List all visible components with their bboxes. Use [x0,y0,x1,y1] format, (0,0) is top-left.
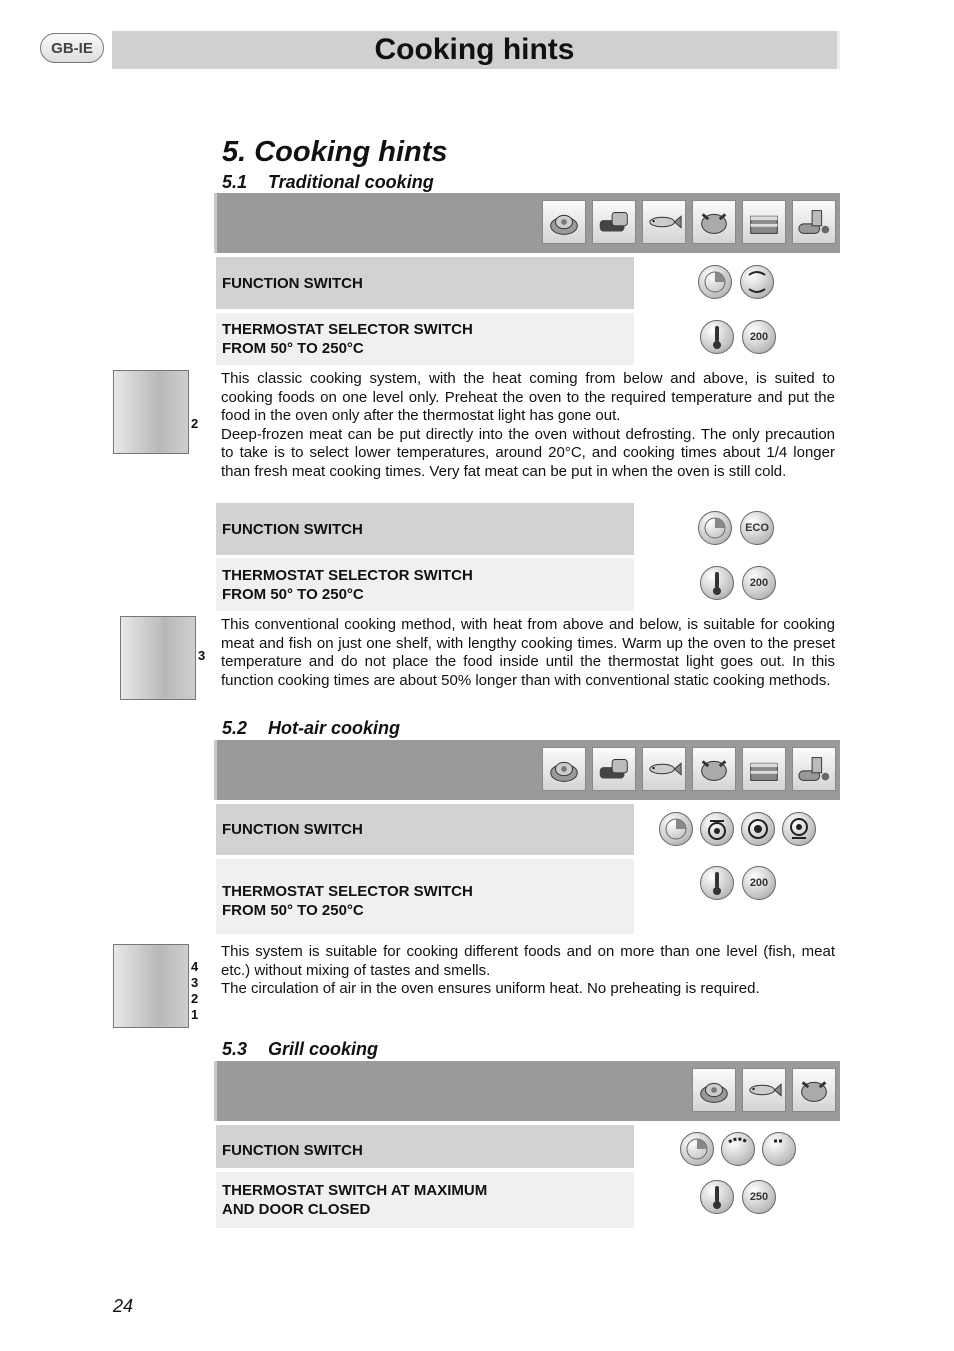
roast-icon [692,1068,736,1112]
paragraph: This system is suitable for cooking different foods and on more than one level (fish, meat etc.) without mixing of tastes and smells. [221,943,835,979]
function-switch-row [216,257,634,309]
bread-icon [592,200,636,244]
food-icon-bar-hot-air [214,740,840,800]
function-knob-icon [680,1132,714,1166]
food-icon-bar-traditional [214,193,840,253]
page-number: 24 [113,1296,134,1316]
function-knob-icon [698,265,732,299]
thermostat-knobs-grill [700,1180,776,1214]
section-heading-5-3 [222,1039,378,1060]
fish-icon [642,747,686,791]
game-icon [792,200,836,244]
fan-bottom-heat-icon [782,812,816,846]
paragraph: The circulation of air in the oven ensures uniform heat. No preheating is required. [221,980,760,997]
function-switch-row-eco [216,503,634,555]
row-label-line1: THERMOSTAT SELECTOR SWITCH [222,321,473,338]
poultry-icon [792,1068,836,1112]
thermostat-row-hot-air [216,859,634,934]
thermostat-row-eco [216,558,634,611]
food-icon-bar-grill [214,1061,840,1121]
paragraph: Deep-frozen meat can be put directly into the oven without defrosting. The only precaution to take is to select lower temperatures, around 20°C, and cooking times about 1/4 longer than fresh meat cooking times. Very fat meat can be put in when the oven is still cold. [221,425,835,480]
fish-icon [642,200,686,244]
function-knobs-eco [698,511,774,545]
oven-level-number: 3 [191,975,199,990]
game-icon [792,747,836,791]
oven-level-number: 3 [198,648,206,663]
section-number: 5.3 [222,1039,248,1059]
oven-level-number: 1 [191,1007,199,1022]
eco-description [221,616,835,690]
cake-icon [742,747,786,791]
section-number: 5.2 [222,718,248,738]
bread-icon [592,747,636,791]
thermostat-row [216,313,634,365]
thermostat-max-row [216,1172,634,1228]
cake-icon [742,200,786,244]
function-knobs-hot-air [659,812,816,846]
thermometer-icon [700,1180,734,1214]
oven-multi-level-icon [113,944,189,1028]
oven-level-number: 2 [191,991,199,1006]
thermometer-icon [700,566,734,600]
fish-icon [742,1068,786,1112]
roast-icon [542,747,586,791]
function-knob-icon [659,812,693,846]
temperature-200-icon: 200 [742,566,776,600]
section-number: 5.1 [222,172,248,192]
thermostat-knobs-hot-air [700,866,776,900]
function-knobs [698,265,774,299]
section-heading-5-2 [222,718,400,739]
oven-level-number: 2 [191,416,199,431]
function-switch-row-hot-air [216,804,634,855]
roast-icon [542,200,586,244]
row-label-line2: AND DOOR CLOSED [222,1201,371,1218]
row-label-line1: THERMOSTAT SELECTOR SWITCH [222,882,473,900]
oven-level-number: 4 [191,959,199,974]
function-knobs-grill [680,1132,796,1166]
thermostat-knobs [700,320,776,354]
paragraph: This conventional cooking method, with heat from above and below, is suitable for cooking meat and fish on just one shelf, with lengthy cooking times. Warm up the oven to the preset temperature and do not place the food inside until the thermostat light goes out. In this function cooking times are about 50% longer than with conventional static cooking methods. [221,616,835,689]
oven-single-level-icon [113,370,189,454]
thermostat-knobs-eco [700,566,776,600]
temperature-250-icon: 250 [742,1180,776,1214]
oven-eco-level-icon [120,616,196,700]
function-knob-icon [698,511,732,545]
traditional-description [221,370,835,481]
fan-icon [741,812,775,846]
section-title: Hot-air cooking [268,718,401,738]
row-label: FUNCTION SWITCH [222,821,363,838]
temperature-200-icon: 200 [742,866,776,900]
hot-air-description [221,943,835,999]
row-label-line2: FROM 50° TO 250°C [222,340,364,357]
paragraph: This classic cooking system, with the heat coming from below and above, is suited to cooking foods on one level only. Preheat the oven to the required temperature and put the food in the oven only after the thermostat light has gone out. [221,370,835,424]
eco-icon: ECO [740,511,774,545]
row-label: FUNCTION SWITCH [222,1142,363,1159]
row-label-line2: FROM 50° TO 250°C [222,585,364,603]
section-heading-5-1 [222,172,434,193]
region-badge: GB-IE [40,33,104,63]
section-title: Grill cooking [268,1039,379,1059]
fan-heat-icon [700,812,734,846]
temperature-200-icon: 200 [742,320,776,354]
row-label-line2: FROM 50° TO 250°C [222,901,364,919]
poultry-icon [692,200,736,244]
thermometer-icon [700,320,734,354]
row-label-line1: THERMOSTAT SWITCH AT MAXIMUM [222,1182,488,1199]
function-switch-row-grill [216,1125,634,1168]
row-label: FUNCTION SWITCH [222,274,363,292]
thermometer-icon [700,866,734,900]
row-label-line1: THERMOSTAT SELECTOR SWITCH [222,566,473,584]
page-header-bar [112,31,840,69]
page-header-title: Cooking hints [374,33,575,66]
poultry-icon [692,747,736,791]
section-title: Traditional cooking [268,172,434,192]
row-label: FUNCTION SWITCH [222,520,363,538]
main-heading: 5. Cooking hints [222,136,448,168]
top-bottom-heat-icon [740,265,774,299]
grill-icon [721,1132,755,1166]
small-grill-icon [762,1132,796,1166]
